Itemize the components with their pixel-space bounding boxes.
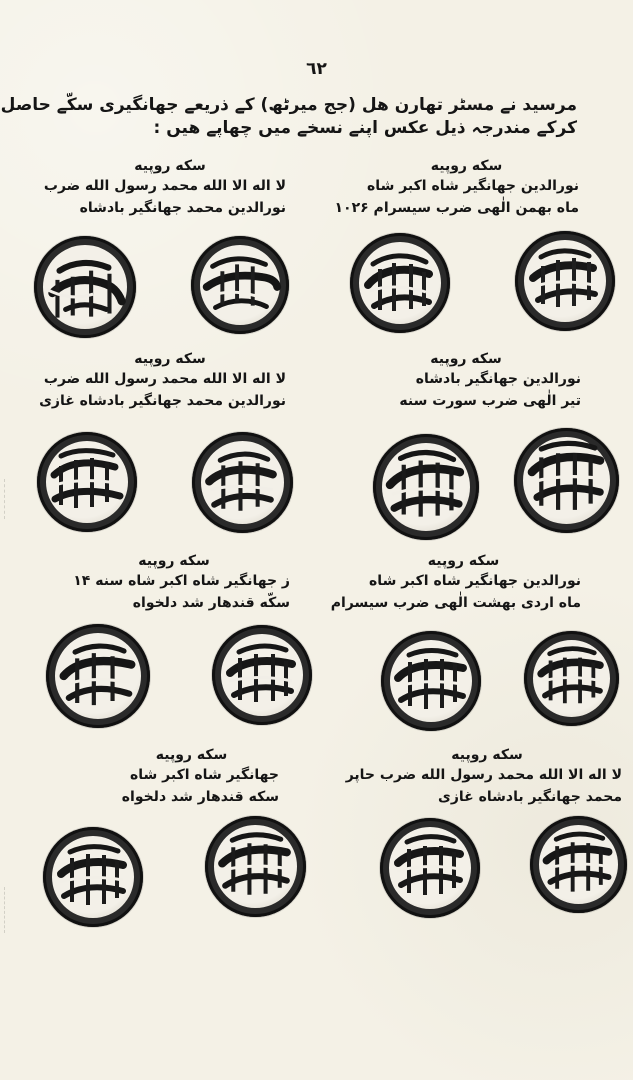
caption-section-2-right	[351, 350, 581, 412]
caption-title: سکه روپیه	[430, 158, 503, 174]
caption-line: سکّه قندهار شد دلخواه	[132, 595, 290, 611]
intro-line-1: مرسید نے مسٹر تھارن هل (جج میرٹھ) کے ذریعے جھانگیری سکّے حاصل	[0, 95, 577, 115]
coin-photo	[380, 818, 480, 918]
coin-photo	[350, 233, 450, 333]
caption-line: ماه اردی بهشت الٰهی ضرب سیسرام	[330, 595, 581, 611]
caption-title: سکه روپیه	[430, 351, 502, 367]
caption-line: محمد جهانگیر بادشاه غازی	[438, 789, 622, 805]
intro-text	[0, 94, 577, 140]
page-edge-mark	[4, 887, 17, 933]
caption-line: نورالدین محمد جهانگیر بادشاه غازی	[39, 393, 286, 409]
coin-photo	[514, 428, 619, 533]
caption-line: نورالدین محمد جهانگیر بادشاه	[79, 200, 286, 216]
coin-photo	[530, 816, 627, 913]
caption-title: سکه روپیه	[138, 553, 210, 569]
coin-photo	[46, 624, 150, 728]
coin-photo	[212, 625, 312, 725]
caption-line: جهانگیر شاه اکبر شاه	[130, 767, 279, 783]
caption-line: نورالدین جهانگیر شاه اکبر شاه	[367, 178, 579, 194]
caption-line: نورالدین جهانگیر شاه اکبر شاه	[369, 573, 581, 589]
caption-line: تیر الٰهی ضرب سورت سنه	[399, 393, 581, 409]
intro-line-2: کرکے مندرجہ ذیل عکس اپنے نسخے میں چھاپے ھیں :	[153, 118, 577, 138]
caption-line: ماه بهمن الٰهی ضرب سیسرام ۱۰۲۶	[334, 200, 579, 216]
caption-section-3-right	[330, 552, 581, 614]
coin-photo	[381, 631, 481, 731]
coin-photo	[524, 631, 619, 726]
caption-line: ز جهانگیر شاه اکبر شاه سنه ۱۴	[73, 573, 290, 589]
caption-section-2-left	[39, 350, 286, 412]
caption-line: نورالدین جهانگیر بادشاه	[415, 371, 581, 387]
coin-photo	[191, 236, 289, 334]
caption-title: سکه روپیه	[427, 553, 500, 569]
caption-title: سکه روپیه	[134, 158, 206, 174]
caption-title: سکه روپیه	[134, 351, 206, 367]
caption-title: سکه روپیه	[451, 747, 523, 763]
coin-photo	[205, 816, 306, 917]
coin-photo	[43, 827, 143, 927]
coin-photo	[37, 432, 137, 532]
caption-section-3-left	[58, 552, 290, 614]
caption-section-4-right	[345, 746, 622, 808]
page-number: ٦٢	[306, 59, 327, 79]
caption-section-1-right	[334, 157, 579, 219]
caption-title: سکه روپیه	[155, 747, 228, 763]
coin-photo	[373, 434, 479, 540]
coin-photo	[34, 236, 136, 338]
caption-line: لا اله الا الله محمد رسول الله ضرب	[43, 371, 286, 387]
coin-photo	[192, 432, 293, 533]
caption-line: لا اله الا الله محمد رسول الله ضرب	[43, 178, 286, 194]
caption-section-4-left	[104, 746, 279, 808]
caption-section-1-left	[43, 157, 286, 219]
page-edge-mark	[4, 479, 17, 519]
coin-photo	[515, 231, 615, 331]
caption-line: سکه قندهار شد دلخواه	[121, 789, 279, 805]
caption-line: لا اله الا الله محمد رسول الله ضرب حاپر	[345, 767, 622, 783]
